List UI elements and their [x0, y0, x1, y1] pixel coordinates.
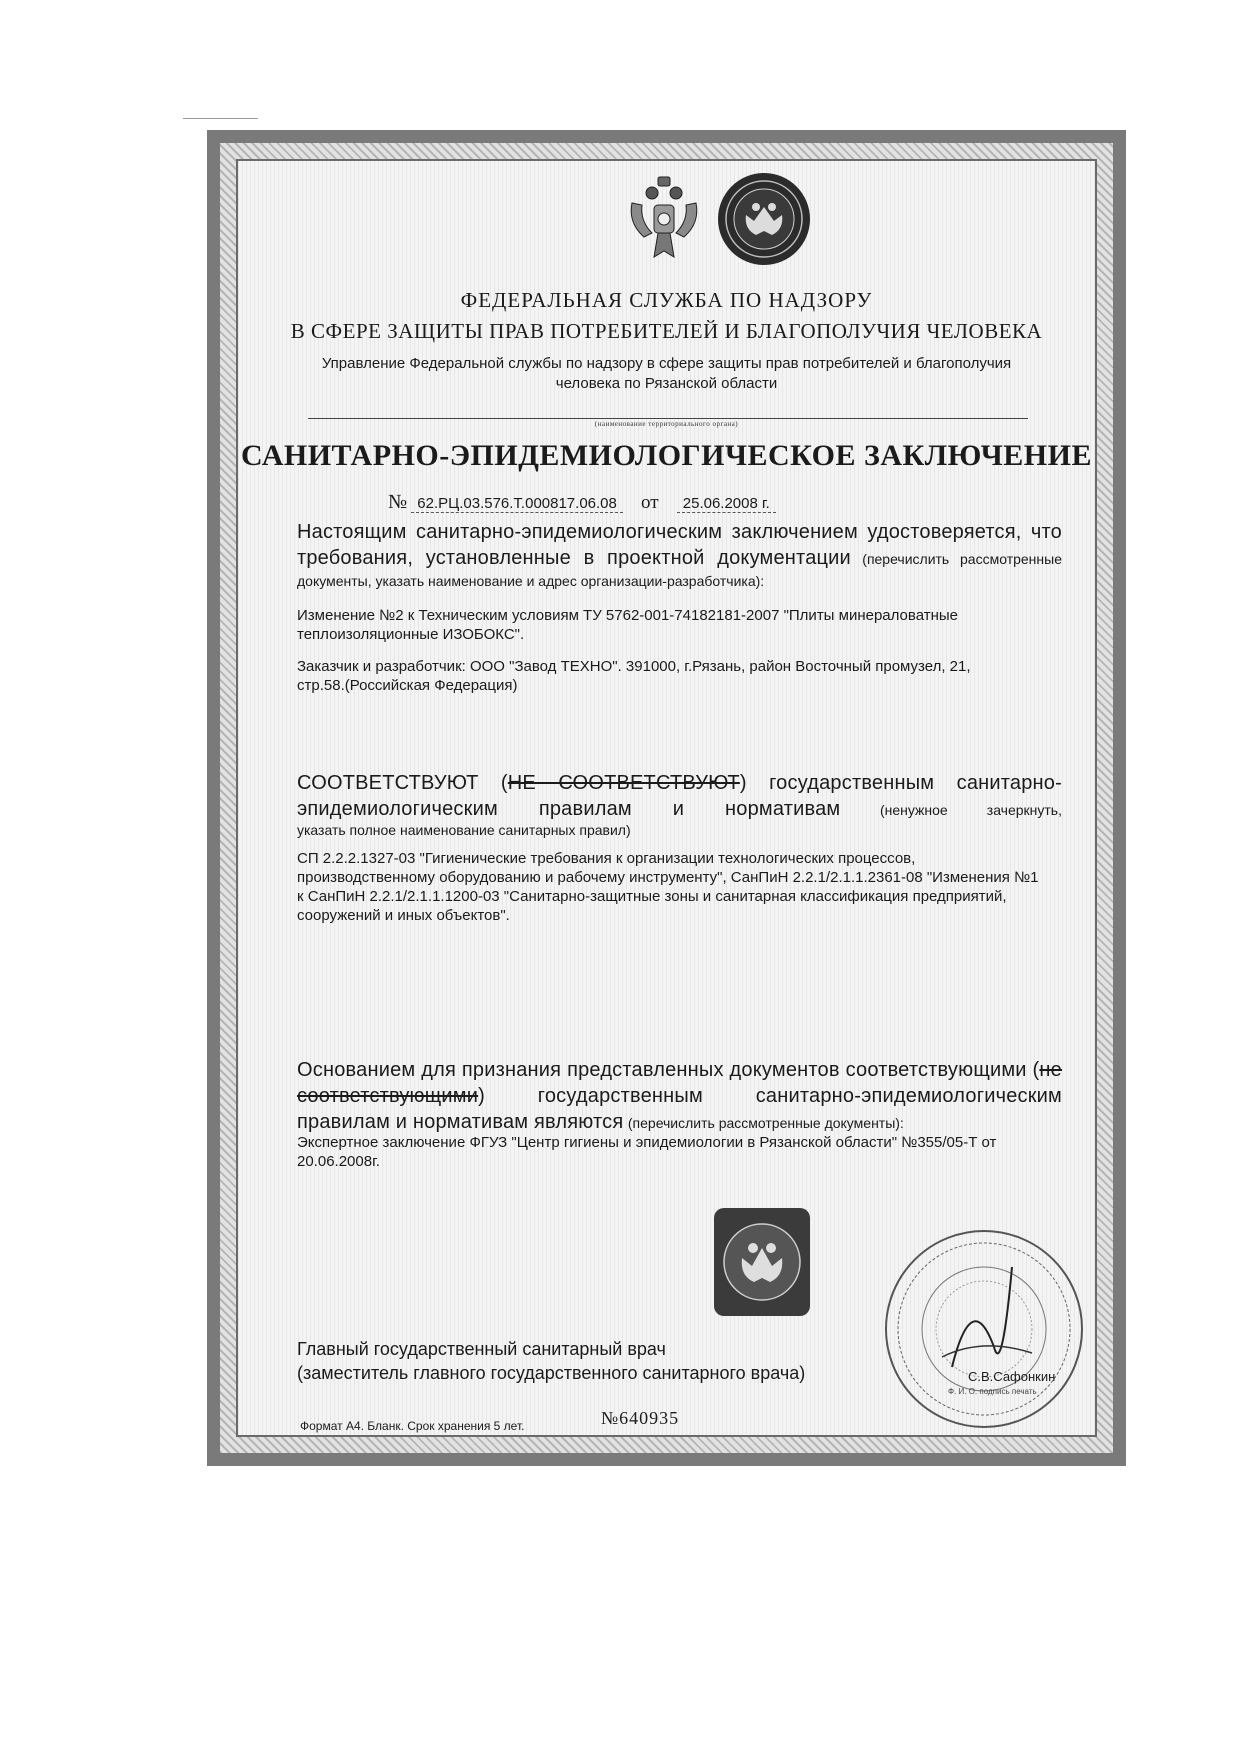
compliance-line-2	[297, 798, 1062, 821]
signature-title-line-2: (заместитель главного государственного санитарного врача)	[297, 1363, 806, 1383]
subject-document: Изменение №2 к Техническим условиям ТУ 5762-001-74182181-2007 "Плиты минераловатные теплоизоляционные ИЗОБОКС".	[297, 607, 958, 643]
territorial-body-caption: (наименование территориального органа)	[594, 420, 739, 428]
document-title: САНИТАРНО-ЭПИДЕМИОЛОГИЧЕСКОЕ ЗАКЛЮЧЕНИЕ	[241, 439, 1092, 472]
official-stamp-icon	[882, 1227, 1087, 1432]
compliance-line-3: указать полное наименование санитарных правил)	[297, 822, 631, 838]
not-conforms-struck: НЕ СООТВЕТСТВУЮТ	[507, 772, 740, 794]
certificate-body	[236, 159, 1097, 1437]
basis-struck-ne: не	[1039, 1059, 1062, 1081]
intro-line-2-main: требования, установленные в проектной документации	[297, 547, 851, 569]
certificate-number: 62.РЦ.03.576.Т.000817.06.08	[411, 495, 623, 513]
basis-line-3-note: (перечислить рассмотренные документы):	[627, 1115, 904, 1131]
round-seal-icon	[716, 171, 812, 267]
form-format-note: Формат А4. Бланк. Срок хранения 5 лет.	[300, 1419, 525, 1433]
form-serial-number: №640935	[601, 1408, 680, 1428]
double-headed-eagle-icon	[624, 175, 704, 265]
customer-developer: Заказчик и разработчик: ООО "Завод ТЕХНО". 391000, г.Рязань, район Восточный промузел, 21, стр.58.(Российская Федерация)	[297, 658, 971, 694]
intro-line-2	[297, 547, 1062, 570]
signer-name: С.В.Сафонкин	[968, 1369, 1056, 1384]
department-line-1: Управление Федеральной службы по надзору в сфере защиты прав потребителей и благополучия	[321, 355, 1012, 372]
basis-line-1	[297, 1059, 1062, 1082]
expert-conclusion: Экспертное заключение ФГУЗ "Центр гигиены и эпидемиологии в Рязанской области" №355/05-Т от 20.06.2008г.	[297, 1134, 997, 1170]
certificate-frame	[207, 130, 1126, 1466]
compliance-line-2-note: (ненужное зачеркнуть,	[879, 802, 1062, 818]
compliance-line-2-main: эпидемиологическим правилам и нормативам	[297, 798, 841, 820]
signature-caption: Ф. И. О. подпись печать	[948, 1387, 1037, 1396]
basis-line-1-main: Основанием для признания представленных документов соответствующими (	[297, 1059, 1040, 1081]
intro-line-3: документы, указать наименование и адрес организации-разработчика):	[297, 573, 765, 589]
agency-title-line-2: В СФЕРЕ ЗАЩИТЫ ПРАВ ПОТРЕБИТЕЛЕЙ И БЛАГОПОЛУЧИЯ ЧЕЛОВЕКА	[290, 319, 1043, 343]
basis-line-2	[297, 1085, 1062, 1108]
basis-line-2-rest: ) государственным санитарно-эпидемиологическим	[478, 1085, 1062, 1107]
conforms-word: СООТВЕТСТВУЮТ	[297, 772, 479, 794]
hologram-seal-icon	[712, 1206, 812, 1318]
basis-line-3	[297, 1111, 1062, 1134]
certificate-date: 25.06.2008 г.	[677, 495, 776, 513]
guilloche-border	[220, 143, 1113, 1453]
intro-line-2-note: (перечислить рассмотренные	[862, 551, 1062, 567]
intro-line-1: Настоящим санитарно-эпидемиологическим заключением удостоверяется, что	[297, 521, 1062, 543]
top-rule	[183, 118, 258, 119]
basis-line-3-main: правилам и нормативам являются	[297, 1111, 624, 1133]
signature-title-line-1: Главный государственный санитарный врач	[297, 1339, 666, 1359]
basis-struck-word: соответствующими	[297, 1085, 479, 1107]
certificate-number-row	[388, 491, 776, 514]
compliance-line-1-rest: государственным санитарно-	[769, 772, 1062, 794]
number-symbol: №	[388, 491, 408, 513]
department-line-2: человека по Рязанской области	[555, 375, 778, 392]
compliance-line-1: СООТВЕТСТВУЮТ (НЕ СООТВЕТСТВУЮТ) государственным санитарно-	[297, 772, 1062, 794]
territorial-body-underline	[308, 418, 1028, 419]
agency-title-line-1: ФЕДЕРАЛЬНАЯ СЛУЖБА ПО НАДЗОРУ	[460, 288, 873, 312]
from-label: от	[641, 492, 659, 513]
sanitary-rules: СП 2.2.2.1327-03 "Гигиенические требования к организации технологических процессов, производственному оборудованию и рабочему инструменту", СанПиН 2.2.1/2.1.1.2361-08 "Изменения №1 к СанПиН 2.2.1/2.1.1.1200-03 "Санитарно-защитные зоны и санитарная классификация предприятий, сооружений и иных объектов".	[297, 850, 1039, 924]
